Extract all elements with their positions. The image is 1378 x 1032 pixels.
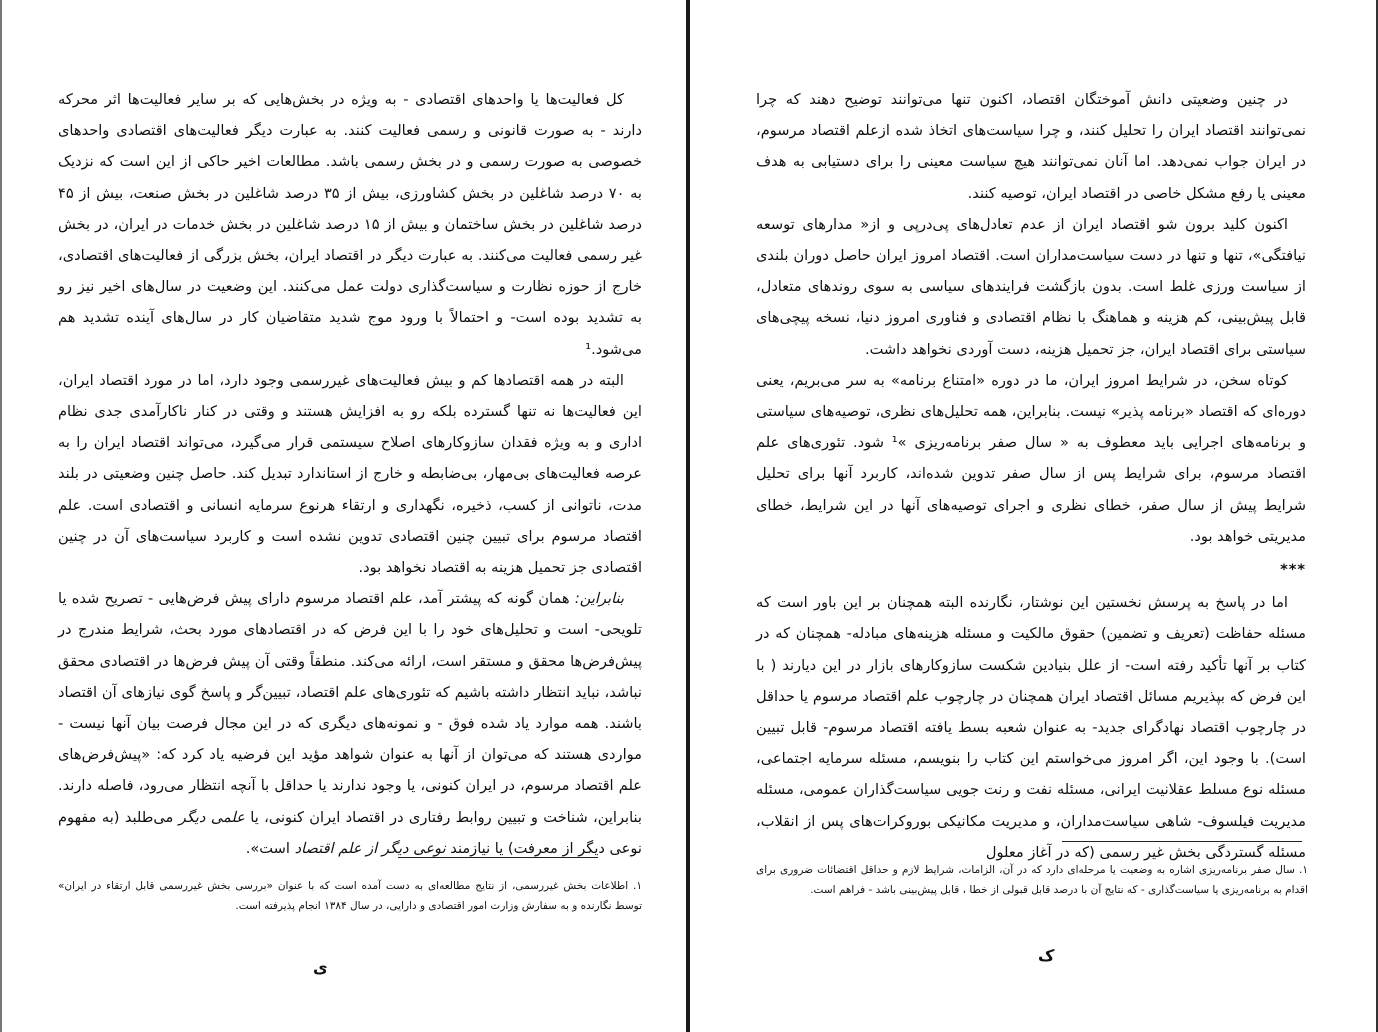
footnote-divider [398, 857, 598, 858]
paragraph-text: می‌طلبد (به مفهوم نوعی دیگر از معرفت) یا نیازمند [58, 808, 642, 857]
paragraph: البته در همه اقتصادها کم و بیش فعالیت‌های غیررسمی وجود دارد، اما در مورد اقتصاد ایران، این فعالیت‌ها نه تنها گسترده بلکه رو به افزایش هستند و وقتی در کنار ناکارآمدی جدی نظام اداری و به ویژه فقدان سازوکارهای اصلاح سیستمی قرار می‌گیرد، می‌تواند اقتصاد ایران را به عرصه فعالیت‌های بی‌مهار، بی‌ضابطه و خارج از استاندارد تبدیل کند. حاصل چنین وضعیتی در بلند مدت، ناتوانی از کسب، ذخیره، نگهداری و ارتقاء هرنوع سرمایه انسانی و اقتصادی است. علم اقتصاد مرسوم برای تبیین چنین اقتصادی تدوین نشده است و کاربرد سیاست‌های آن در چنین اقتصادی جز تحمیل هزینه به اقتصاد نخواهد بود. [58, 371, 642, 577]
paragraph: اما در پاسخ به پرسش نخستین این نوشتار، نگارنده البته همچنان بر این باور است که مسئله حفاظت (تعریف و تضمین) حقوق مالکیت و مسئله هزینه‌های مبادله- همچنان که در کتاب بر آنها تأکید رفته است- از علل بنیادین شکست سازوکارهای بازار در این دیارند ( با این فرض که بپذیریم مسائل اقتصاد ایران همچنان در چارچوب علم اقتصاد مرسوم یا حداقل در چارچوب اقتصاد نهادگرای جدید- به عنوان شعبه بسط یافته اقتصاد مرسوم- قابل تبیین است). با وجود این، اگر امروز می‌خواستم این کتاب را بنویسم، مسئله سرمایه اجتماعی، مسئله نوع مسلط عقلانیت ایرانی، مسئله نفت و رنت جویی سیاست‌گذاران عمومی، مسئله مدیریت فیلسوف- شاهی سیاست‌مداران، و مدیریت مکانیکی بوروکرات‌های پس از انقلاب، مسئله گستردگی بخش غیر رسمی (که در آغاز معلول [756, 594, 1306, 861]
book-spine [686, 0, 690, 1032]
footnote: ۱. سال صفر برنامه‌ریزی اشاره به وضعیت یا مرحله‌ای دارد که در آن، الزامات، شرایط لازم و حداقل اقتضائات ضروری برای اقدام به برنامه‌ریزی یا سیاست‌گذاری - که نتایج آن با درصد قابل قبولی از خطا ، قابل پیش‌بینی باشد - فراهم است. [756, 864, 1308, 896]
paragraph [58, 583, 642, 864]
left-page-body [58, 84, 642, 864]
italic-phrase: علمی دیگر [178, 808, 245, 826]
italic-phrase: نوعی دیگر از علم اقتصاد [294, 839, 446, 857]
paragraph-text: است». [245, 839, 295, 857]
paragraph: اکنون کلید برون شو اقتصاد ایران از عدم تعادل‌های پی‌درپی و از« مدارهای توسعه نیافتگی»، تنها و تنها در دست سیاست‌مداران است. اقتصاد امروز ایران حاصل دوران بلندی از سیاست ورزی غلط است. بدون بازگشت فرایندهای سیاسی به سوی روندهای متعادل، قابل پیش‌بینی، کم هزینه و هماهنگ با نظام اقتصادی و فناوری امروز دنیا، نسخه پیچی‌های سیاستی برای اقتصاد ایران، جز تحمیل هزینه، دست آوردی نخواهد داشت. [756, 215, 1306, 358]
right-page [692, 0, 1378, 1032]
italic-lead: بنابراین: [574, 590, 624, 608]
page-number: ی [313, 958, 328, 977]
paragraph: در چنین وضعیتی دانش آموختگان اقتصاد، اکنون تنها می‌توانند توضیح دهند که چرا نمی‌توانند اقتصاد ایران را تحلیل کنند، و چرا سیاست‌های اتخاذ شده ازعلم اقتصاد مرسوم، در ایران جواب نمی‌دهد. اما آنان نمی‌توانند هیچ سیاست معینی را برای دستیابی به هدف معینی یا رفع مشکل خاصی در اقتصاد ایران، توصیه کنند. [756, 91, 1306, 202]
left-page [0, 0, 686, 1032]
footnote: ۱. اطلاعات بخش غیررسمی، از نتایج مطالعه‌ای به دست آمده است که با عنوان «بررسی بخش غیررسمی قابل ارتقاء در ایران» توسط نگارنده و به سفارش وزارت امور اقتصادی و دارایی، در سال ۱۳۸۴ انجام پذیرفته است. [58, 880, 642, 912]
paragraph: کل فعالیت‌ها یا واحدهای اقتصادی - به ویژه در بخش‌هایی که بر سایر فعالیت‌ها اثر محرکه دارند - به صورت قانونی و رسمی فعالیت کنند. به عبارت دیگر فعالیت‌های اقتصادی واحدهای خصوصی به صورت رسمی و در بخش رسمی باشد. مطالعات اخیر حاکی از این است که نزدیک به ۷۰ درصد شاغلین در بخش کشاورزی، بیش از ۳۵ درصد شاغلین در بخش صنعت، بیش از ۴۵ درصد شاغلین در بخش ساختمان و بیش از ۱۵ درصد شاغلین در بخش خدمات در ایران، در بخش غیر رسمی فعالیت می‌کنند. به عبارت دیگر در اقتصاد ایران، بخش بزرگی از فعالیت‌های اقتصادی، خارج از حوزه نظارت و سیاست‌گذاری دولت عمل می‌کنند. این وضعیت در سال‌های اخیر نیز رو به تشدید بوده است- و احتمالاً با ورود موج شدید متقاضیان کار در سال‌های آینده تشدید هم می‌شود.¹ [58, 91, 642, 358]
page-number: ک [1038, 946, 1055, 965]
footnote-divider [1062, 841, 1302, 842]
paragraph-text: همان گونه که پیشتر آمد، علم اقتصاد مرسوم دارای پیش فرض‌هایی - تصریح شده یا تلویحی- است و تحلیل‌های خود را با این فرض که در اقتصادهای مورد بحث، شرایط مندرج در پیش‌فرض‌ها محقق و مستقر است، ارائه می‌کند. منطقاً وقتی آن پیش فرض‌ها در اقتصادی محقق نباشد، نباید انتظار داشته باشیم که تئوری‌های علم اقتصاد، تبیین‌گر و پاسخ گوی نیازهای آن اقتصاد باشند. همه موارد یاد شده فوق - و نمونه‌های دیگری که در این مجال فرصت بیان آنها نیست - مواردی هستند که می‌توان از آنها به عنوان شواهد مؤید این فرضیه یاد کرد که: «پیش‌فرض‌های علم اقتصاد مرسوم، در ایران کنونی، یا وجود ندارند یا حداقل با آنچه انتظار می‌رود، فاصله دارند. بنابراین، شناخت و تبیین روابط رفتاری در اقتصاد ایران کنونی، یا [58, 590, 642, 826]
paragraph: کوتاه سخن، در شرایط امروز ایران، ما در دوره «امتناع برنامه» به سر می‌بریم، یعنی دوره‌ای که اقتصاد «برنامه پذیر» نیست. بنابراین، همه تحلیل‌های نظری، توصیه‌های سیاستی و برنامه‌های اجرایی باید معطوف به « سال صفر برنامه‌ریزی »¹ شود. تئوری‌های علم اقتصاد مرسوم، برای شرایط پس از سال صفر تدوین شده‌اند، کاربرد آنها برای تحلیل شرایط پیش از سال صفر، خطای نظری و اجرای توصیه‌های آنها در این شرایط، خطای مدیریتی خواهد بود. [756, 371, 1306, 545]
right-page-body [756, 84, 1306, 868]
section-separator: *** [1280, 561, 1306, 579]
